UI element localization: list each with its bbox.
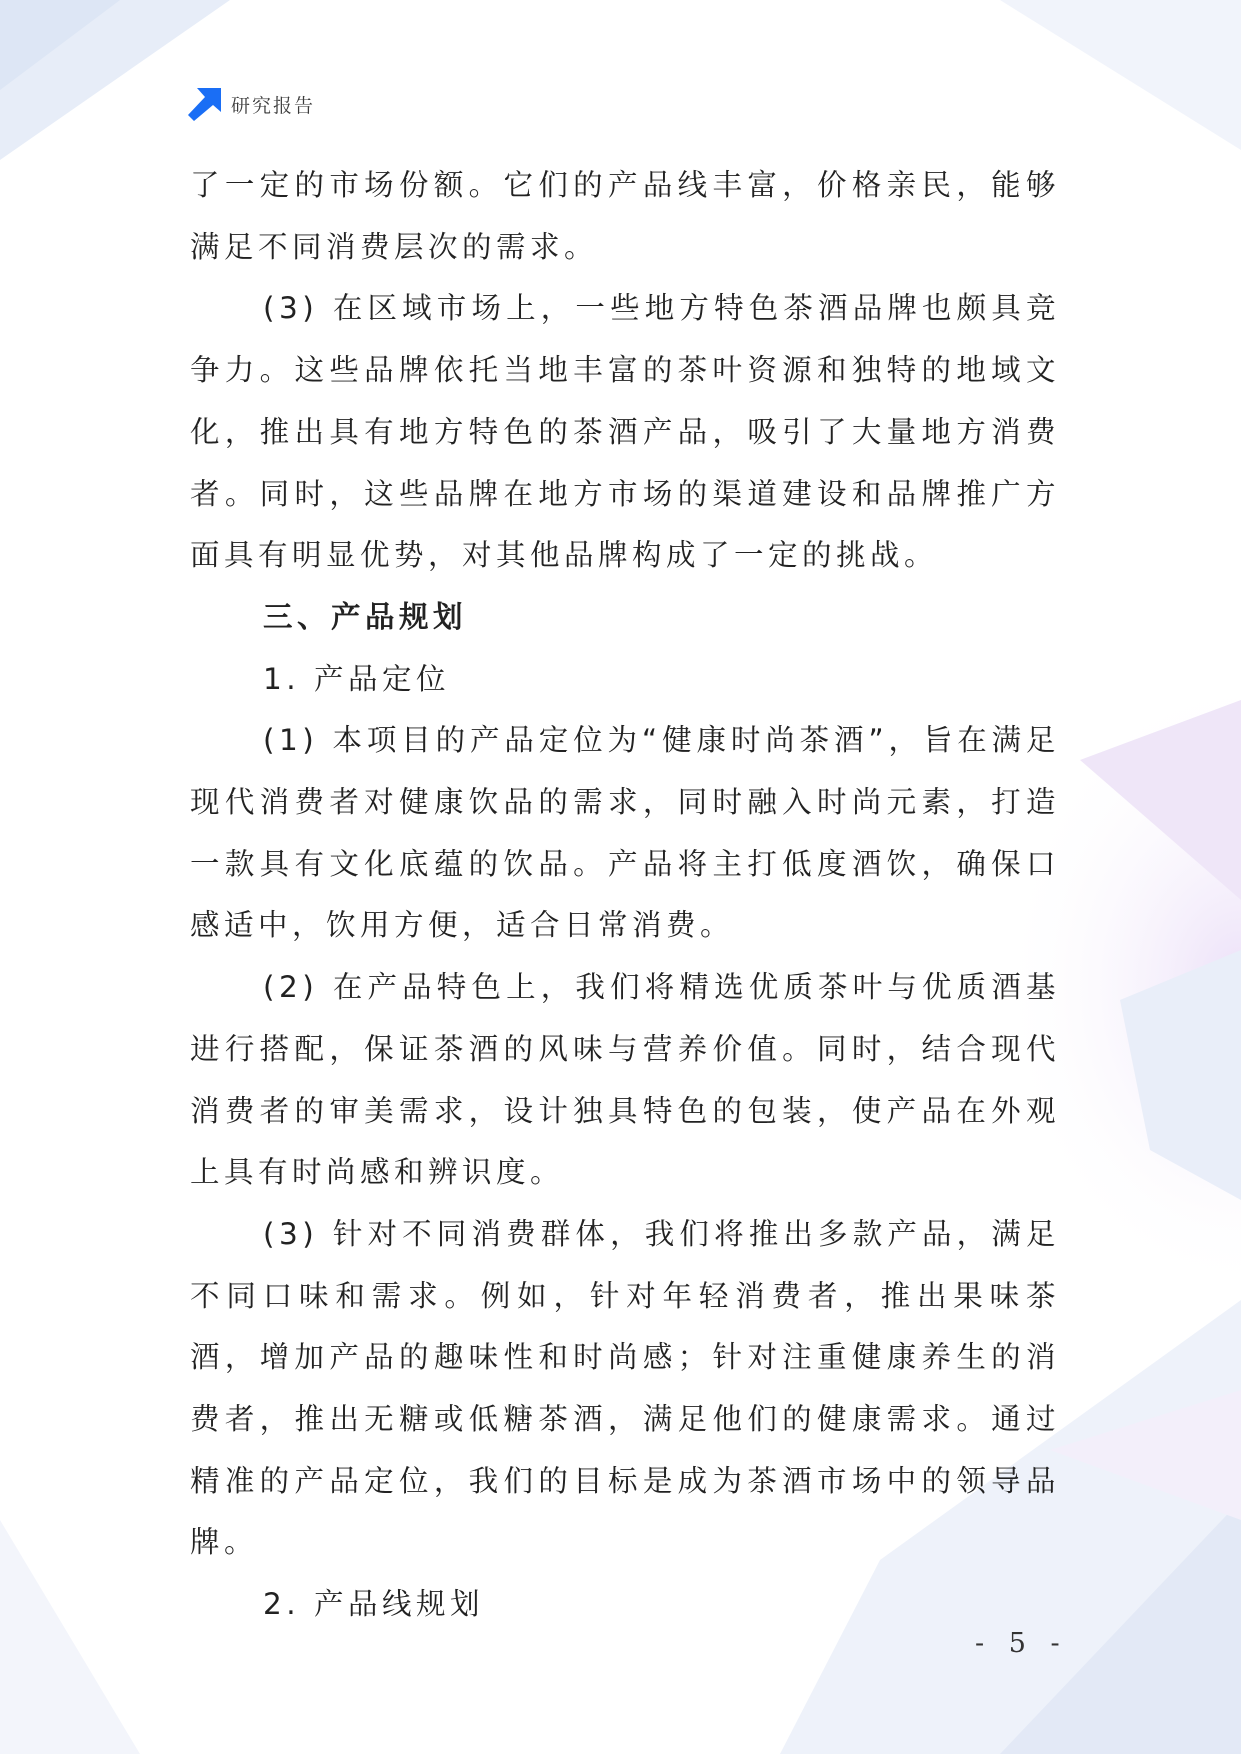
subsection-heading: 1. 产品定位	[263, 661, 451, 696]
section-heading: 三、产品规划	[263, 599, 468, 634]
paragraph: (3) 在区域市场上，一些地方特色茶酒品牌也颇具竞争力。这些品牌依托当地丰富的茶叶资源和独特的地域文化，推出具有地方特色的茶酒产品，吸引了大量地方消费者。同时，这些品牌在地方市场的渠道建设和品牌推广方面具有明显优势，对其他品牌构成了一定的挑战。	[190, 291, 1060, 573]
paragraph: 了一定的市场份额。它们的产品线丰富，价格亲民，能够满足不同消费层次的需求。	[190, 168, 1060, 264]
subsection-heading: 2. 产品线规划	[263, 1587, 485, 1622]
page-number: - 5 -	[975, 1628, 1068, 1659]
report-header	[188, 88, 315, 121]
header-title: 研究报告	[231, 95, 316, 117]
document-body	[190, 155, 1060, 1636]
paragraph: (3) 针对不同消费群体，我们将推出多款产品，满足不同口味和需求。例如，针对年轻消费者，推出果味茶酒，增加产品的趣味性和时尚感；针对注重健康养生的消费者，推出无糖或低糖茶酒，满足他们的健康需求。通过精准的产品定位，我们的目标是成为茶酒市场中的领导品牌。	[190, 1216, 1060, 1560]
paragraph: (1) 本项目的产品定位为“健康时尚茶酒”，旨在满足现代消费者对健康饮品的需求，同时融入时尚元素，打造一款具有文化底蕴的饮品。产品将主打低度酒饮，确保口感适中，饮用方便，适合日常消费。	[190, 723, 1060, 943]
arrow-up-right-icon	[188, 88, 221, 121]
paragraph: (2) 在产品特色上，我们将精选优质茶叶与优质酒基进行搭配，保证茶酒的风味与营养价值。同时，结合现代消费者的审美需求，设计独具特色的包装，使产品在外观上具有时尚感和辨识度。	[190, 970, 1060, 1190]
